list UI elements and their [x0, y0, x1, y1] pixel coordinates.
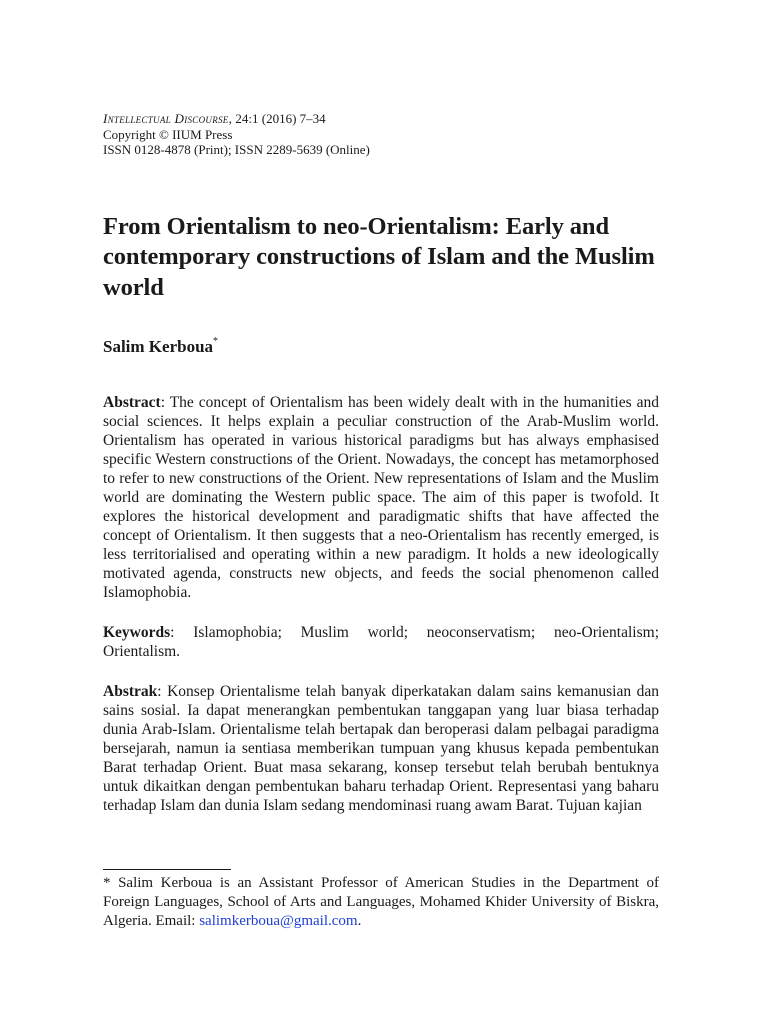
author-footnote-marker: * [213, 335, 219, 347]
email-link[interactable]: salimkerboua@gmail.com [199, 913, 358, 929]
journal-header [103, 111, 659, 158]
journal-issue: 24:1 (2016) 7–34 [232, 111, 326, 126]
article-title: From Orientalism to neo-Orientalism: Early and contemporary constructions of Islam and the Muslim world [103, 212, 655, 301]
keywords-paragraph [103, 623, 659, 661]
author-name: Salim Kerboua [103, 337, 214, 357]
abstrak-paragraph [103, 682, 659, 815]
footnote-text: * Salim Kerboua is an Assistant Professor of American Studies in the Department of Foreign Languages, School of Arts and Languages, Mohamed Khider University of Biskra, Algeria. Email: [103, 875, 659, 929]
issn-line: ISSN 0128-4878 (Print); ISSN 2289-5639 (Online) [103, 142, 370, 158]
abstrak-text: : Konsep Orientalisme telah banyak diperkatakan dalam sains kemanusian dan sains sosial. Ia dapat menerangkan pembentukan tanggapan yang luar biasa terhadap dunia Arab-Islam. Orientalisme telah bertapak dan beroperasi dalam pelbagai paradigma bersejarah, namun ia sentiasa memberikan tumpuan yang khusus kepada pembentukan Barat terhadap Orient. Buat masa sekarang, konsep tersebut telah berubah bentuknya untuk dikaitkan dengan pembentukan baharu terhadap Orient. Representasi yang baharu terhadap Islam dan dunia Islam sedang mendominasi ruang awam Barat. Tujuan kajian [103, 683, 659, 815]
abstract-text: : The concept of Orientalism has been widely dealt with in the humanities and social sciences. It helps explain a peculiar construction of the Arab-Muslim world. Orientalism has operated in various historical paradigms but has always emphasised specific Western constructions of the Orient. Nowadays, the concept has metamorphosed to refer to new constructions of the Orient. New representations of Islam and the Muslim world are dominating the Western public space. The aim of this paper is twofold. It explores the historical development and paradigmatic shifts that have affected the concept of Orientalism. It then suggests that a neo-Orientalism has recently emerged, is less territorialised and operating within a new paradigm. It holds a new ideologically motivated agenda, constructs new objects, and feeds the social phenomenon called Islamophobia. [103, 394, 659, 602]
keywords-text: : Islamophobia; Muslim world; neoconservatism; neo-Orientalism; Orientalism. [103, 624, 659, 661]
abstract-paragraph [103, 393, 659, 602]
author-line [103, 337, 659, 357]
journal-name: Intellectual Discourse, [103, 111, 233, 126]
footnote-divider [103, 869, 231, 870]
abstrak-label: Abstrak [103, 683, 158, 701]
article-page [103, 111, 659, 815]
journal-citation [103, 111, 659, 127]
author-footnote [103, 874, 659, 931]
abstract-label: Abstract [103, 394, 161, 412]
keywords-label: Keywords [103, 624, 171, 642]
footnote-end: . [357, 913, 362, 929]
copyright-line: Copyright © IIUM Press [103, 126, 233, 142]
